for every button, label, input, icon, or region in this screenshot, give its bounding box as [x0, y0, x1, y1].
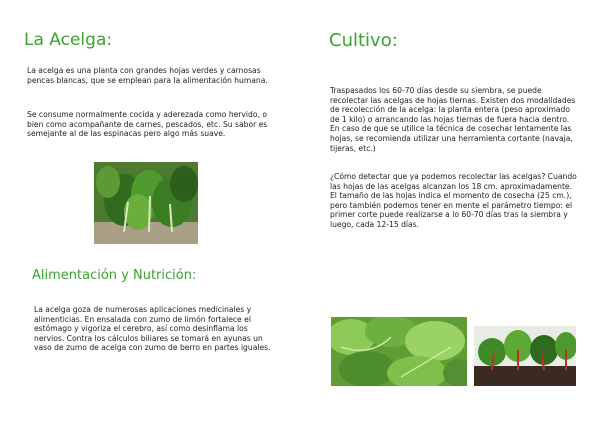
alimentacion-text: La acelga goza de numerosas aplicaciones medicinales y alimenticias. En ensalada con zumo de limón fortalece el estómago y vigoriza el cerebro, así como desinflama los nervios. Contra los cálculos biliares se tomará en ayunas un vaso de zumo de acelga con zumo de berro en partes iguales. [34, 305, 271, 353]
cultivo-harvest-text: Traspasados los 60-70 días desde su siembra, se puede recolectar las acelgas de hojas tiernas. Existen dos modalidades de recolección de la acelga: la planta entera (peso aproximado de 1 kilo) o arrancando las hojas tiernas de fuera hacia dentro. En caso de que se utilice la técnica de cosechar lentamente las hojas, se recomienda utilizar una herramienta cortante (navaja, tijeras, etc.) [330, 86, 576, 153]
acelga-description: La acelga es una planta con grandes hojas verdes y carnosas pencas blancas, que se emplean para la alimentación humana. [27, 66, 268, 85]
section-title-acelga: La Acelga: [24, 30, 113, 50]
section-title-cultivo: Cultivo: [329, 30, 398, 51]
chard-seedlings-photo [474, 326, 576, 386]
section-title-alimentacion: Alimentación y Nutrición: [32, 268, 197, 283]
chard-plant-photo [94, 162, 198, 244]
chard-leaves-photo [331, 317, 467, 386]
acelga-consumption: Se consume normalmente cocida y aderezada como hervido, o bien como acompañante de carnes, pescados, etc. Su sabor es semejante al de las espinacas pero algo más suave. [27, 110, 268, 139]
cultivo-detect-text: ¿Cómo detectar que ya podemos recolectar las acelgas? Cuando las hojas de las acelgas alcanzan los 18 cm. aproximadamente. El tamaño de las hojas indica el momento de cosecha (25 cm.), pero también podemos tener en mente el parámetro tiempo: el primer corte puede realizarse a lo 60-70 días tras la siembra y luego, cada 12-15 días. [330, 172, 577, 229]
